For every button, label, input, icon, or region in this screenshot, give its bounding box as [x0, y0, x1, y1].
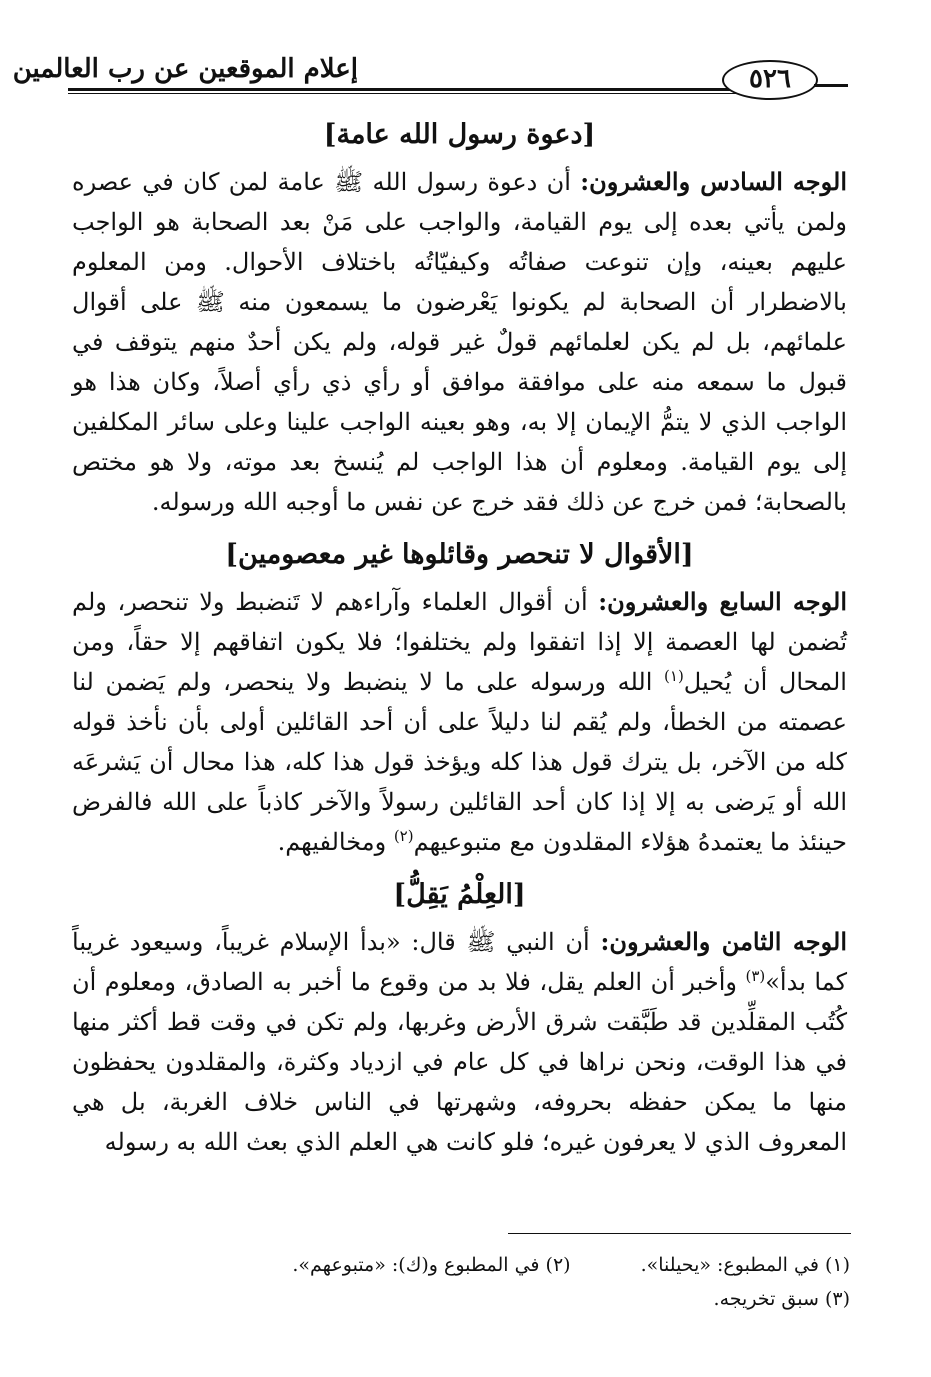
- paragraph-28: [72, 922, 847, 1162]
- paragraph-text: أن النبي ﷺ قال: «بدأ الإسلام غريباً، وسيعود غريباً كما بدأ»: [72, 928, 847, 996]
- section-heading-3: [العِلْمُ يَقِلُّ]: [393, 879, 526, 910]
- footnote-row: [150, 1248, 850, 1282]
- main-text: [72, 112, 847, 1172]
- footnote-1: (١) في المطبوع: «يحيلنا».: [640, 1254, 850, 1276]
- footnote-2: (٢) في المطبوع و(ك): «متبوعهم».: [292, 1254, 571, 1276]
- paragraph-text: وأخبر أن العلم يقل، فلا بد من وقوع ما أخبر به الصادق، ومعلوم أن كُتُب المقلِّدين قد طَبَّقت شرق الأرض وغربها، ولم تكن في وقت قط أكثر منها في هذا الوقت، ونحن نراها في كل عام في ازدياد وكثرة، والمقلدون يحفظون منها ما يمكن حفظه بحروفه، وشهرتها في الناس خلاف الغربة، بل هي المعروف الذي لا يعرفون غيره؛ فلو كانت هي العلم الذي بعث الله به رسوله: [72, 968, 848, 1156]
- footnote-separator: [508, 1233, 851, 1234]
- paragraph-lead: الوجه السادس والعشرون:: [580, 167, 847, 196]
- footnote-marker[interactable]: (١): [664, 667, 684, 685]
- book-title: إعلام الموقعين عن رب العالمين: [12, 54, 358, 84]
- paragraph-text: الله ورسوله على ما لا ينضبط ولا ينحصر، ولم يَضمن لنا عصمته من الخطأ، ولم يُقم لنا دليلاً على أن أحد القائلين أولى بأن نأخذ قوله كله من الآخر، بل يترك قول هذا كله ويؤخذ قول هذا كله، هذا محال أن يَشرعَه الله أو يَرضى به إلا إذا كان أحد القائلين رسولاً والآخر كاذباً على الله فالفرض حينئذ ما يعتمدهُ هؤلاء المقلدون مع متبوعيهم: [72, 668, 848, 856]
- footnote-marker[interactable]: (٣): [745, 967, 766, 985]
- page-number-rule: [814, 84, 848, 87]
- footnote-3: (٣) سبق تخريجه.: [713, 1288, 850, 1310]
- page-number: ٥٢٦: [722, 60, 818, 100]
- footnote-row: [150, 1282, 850, 1316]
- paragraph-text: أن أقوال العلماء وآراءهم لا تَنضبط ولا تنحصر، ولم تُضمن لها العصمة إلا إذا اتفقوا ولم يختلفوا؛ فلا يكون اتفاقهم إلا حقاً، ومن المحال أن يُحيل: [72, 588, 848, 696]
- header-rule-thin: [68, 93, 793, 94]
- section-heading-2: [الأقوال لا تنحصر وقائلوها غير معصومين]: [225, 539, 694, 570]
- section-heading-1: [دعوة رسول الله عامة]: [323, 119, 596, 150]
- header-rule: [68, 88, 793, 91]
- paragraph-lead: الوجه السابع والعشرون:: [598, 587, 847, 616]
- paragraph-text: ومخالفيهم.: [277, 828, 394, 856]
- paragraph-text: أن دعوة رسول الله ﷺ عامة لمن كان في عصره ولمن يأتي بعده إلى يوم القيامة، والواجب على مَنْ بعد الصحابة هو الواجب عليهم بعينه، وإن تنوعت صفاتُه وكيفيّاتُه باختلاف الأحوال. ومن المعلوم بالاضطرار أن الصحابة لم يكونوا يَعْرضون ما يسمعون منه ﷺ على أقوال علمائهم، بل لم يكن لعلمائهم قولٌ غير قوله، ولم يكن أحدٌ منهم يتوقف في قبول ما سمعه منه على موافقة موافق أو رأي ذي رأي أصلاً، وكان هذا هو الواجب الذي لا يتمُّ الإيمان إلا به، وهو بعينه الواجب علينا وعلى سائر المكلفين إلى يوم القيامة. ومعلوم أن هذا الواجب لم يُنسخ بعد موته، ولا هو مختص بالصحابة؛ فمن خرج عن ذلك فقد خرج عن نفس ما أوجبه الله ورسوله.: [72, 168, 847, 516]
- footnotes: [150, 1248, 850, 1316]
- paragraph-lead: الوجه الثامن والعشرون:: [600, 927, 848, 956]
- footnote-marker[interactable]: (٢): [393, 827, 414, 845]
- paragraph-27: [72, 582, 847, 862]
- paragraph-26: [72, 162, 847, 522]
